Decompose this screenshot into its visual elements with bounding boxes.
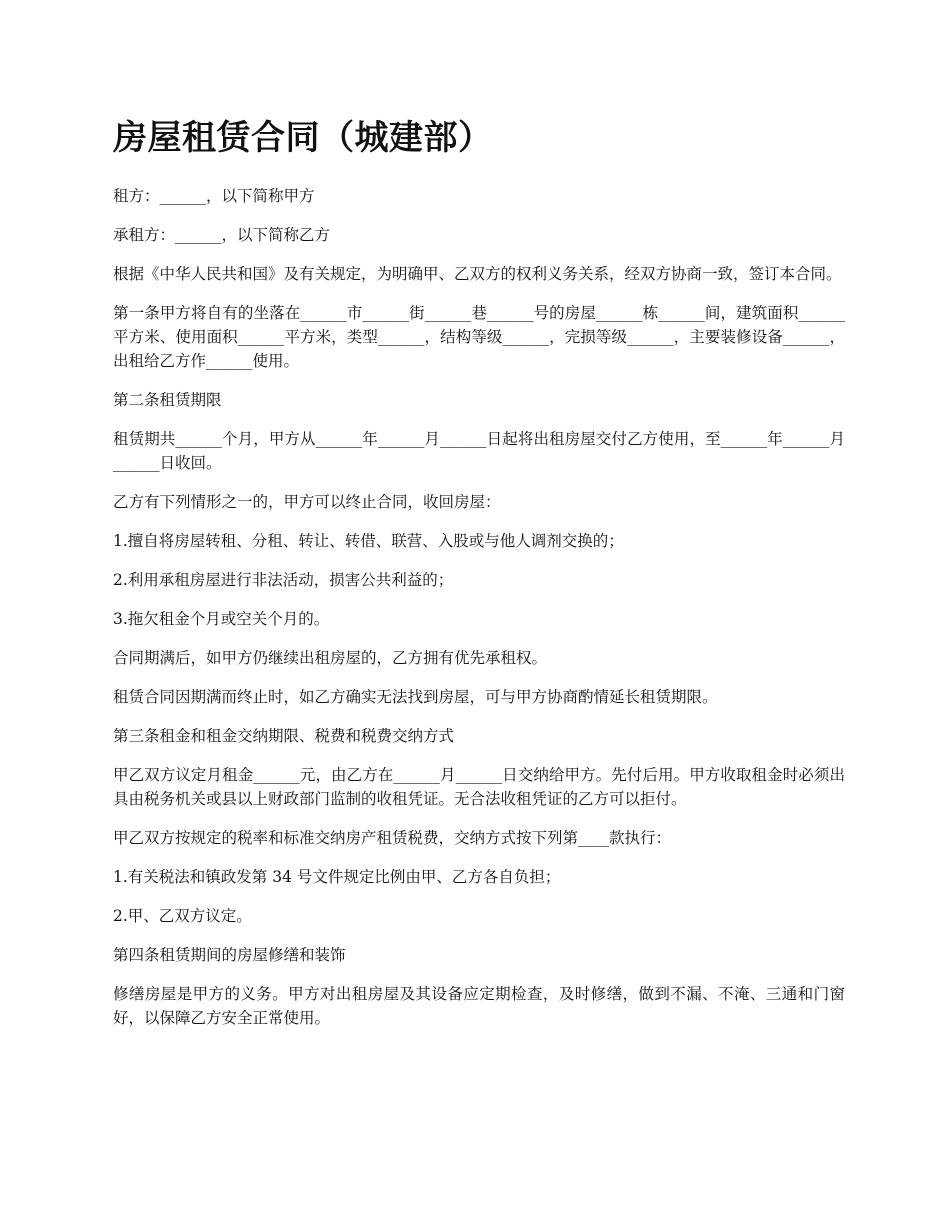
tax-item-1: 1.有关税法和镇政发第 34 号文件规定比例由甲、乙方各自负担； xyxy=(113,868,561,886)
preamble-paragraph: 根据《中华人民共和国》及有关规定，为明确甲、乙双方的权利义务关系，经双方协商一致，签订本合同。 xyxy=(113,265,842,283)
rent-payment-paragraph: 甲乙双方议定月租金______元，由乙方在______月______日交纳给甲方。先付后用。甲方收取租金时必须出具由税务机关或县以上财政部门监制的收租凭证。无合法收租凭证的乙方可以拒付。 xyxy=(113,766,845,808)
article-3-heading: 第三条租金和租金交纳期限、税费和税费交纳方式 xyxy=(113,727,455,745)
renewal-priority-paragraph: 合同期满后，如甲方仍继续出租房屋的，乙方拥有优先承租权。 xyxy=(113,649,548,667)
termination-item-2: 2.利用承租房屋进行非法活动，损害公共利益的； xyxy=(113,571,454,589)
document-title: 房屋租赁合同（城建部） xyxy=(113,118,493,158)
article-1-paragraph: 第一条甲方将自有的坐落在______市______街______巷______号的房屋______栋______间，建筑面积______平方米、使用面积______平方米，类型______，结构等级______，完损等级______，主要装修设备______，出租给乙方作______使用。 xyxy=(113,304,845,370)
party-b-line: 承租方：______，以下简称乙方 xyxy=(113,226,331,244)
repair-paragraph: 修缮房屋是甲方的义务。甲方对出租房屋及其设备应定期检查，及时修缮，做到不漏、不淹、三通和门窗好，以保障乙方安全正常使用。 xyxy=(113,985,845,1027)
tax-payment-paragraph: 甲乙双方按规定的税率和标准交纳房产租赁税费，交纳方式按下列第____款执行： xyxy=(113,829,672,847)
document-page xyxy=(113,110,845,1045)
article-2-heading: 第二条租赁期限 xyxy=(113,391,222,409)
party-a-line: 租方：______，以下简称甲方 xyxy=(113,187,315,205)
termination-item-3: 3.拖欠租金个月或空关个月的。 xyxy=(113,610,330,628)
article-4-heading: 第四条租赁期间的房屋修缮和装饰 xyxy=(113,946,346,964)
termination-item-1: 1.擅自将房屋转租、分租、转让、转借、联营、入股或与他人调剂交换的； xyxy=(113,532,624,550)
lease-term-paragraph: 租赁期共______个月，甲方从______年______月______日起将出租房屋交付乙方使用，至______年______月______日收回。 xyxy=(113,430,845,472)
termination-intro-paragraph: 乙方有下列情形之一的，甲方可以终止合同，收回房屋： xyxy=(113,493,501,511)
extension-paragraph: 租赁合同因期满而终止时，如乙方确实无法找到房屋，可与甲方协商酌情延长租赁期限。 xyxy=(113,688,718,706)
tax-item-2: 2.甲、乙双方议定。 xyxy=(113,907,252,925)
